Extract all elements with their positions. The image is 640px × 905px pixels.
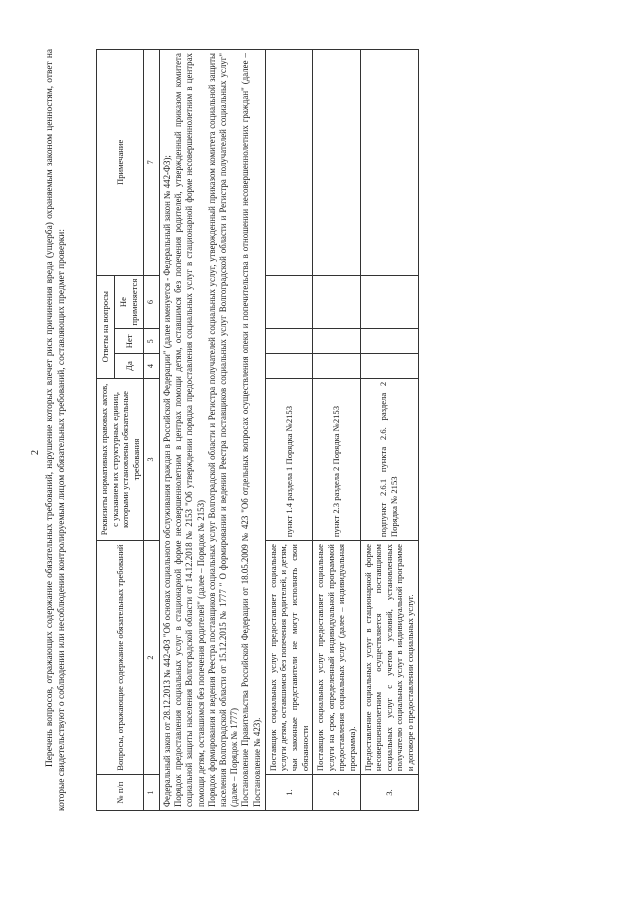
note-cell[interactable] <box>360 50 418 276</box>
col-number: 6 <box>144 275 160 329</box>
header-yes: Да <box>114 354 144 379</box>
header-no: Нет <box>114 329 144 354</box>
norms-row <box>159 50 265 811</box>
header-requisites: Реквизиты нормативных правовых актов, с указанием их структурных единиц, которыми установлены обязательные требования <box>97 378 144 540</box>
row-num: 2. <box>313 775 360 811</box>
requirements-table <box>96 49 419 811</box>
row-question: Поставщик социальных услуг предоставляет социальные услуги на срок, определенный индивидуальной программой предоставления социальных услуг (далее – индивидуальная программа). <box>313 541 360 775</box>
row-requisites: подпункт 2.6.1 пункта 2.6. раздела 2 Порядка № 2153 <box>360 378 418 540</box>
norms-cell <box>159 50 265 811</box>
answer-na-cell[interactable] <box>313 275 360 329</box>
header-row-1 <box>97 50 115 811</box>
column-number-row <box>144 50 160 811</box>
row-requisites: пункт 2.3 раздела 2 Порядка №2153 <box>313 378 360 540</box>
note-cell[interactable] <box>313 50 360 276</box>
row-requisites: пункт 1.4 раздела 1 Порядка №2153 <box>265 378 312 540</box>
table-row <box>360 50 418 811</box>
table-row <box>313 50 360 811</box>
header-note: Примечание <box>97 50 144 276</box>
row-num: 3. <box>360 775 418 811</box>
page-number: 2 <box>30 450 41 455</box>
answer-yes-cell[interactable] <box>265 354 312 379</box>
col-number: 2 <box>144 541 160 775</box>
note-cell[interactable] <box>265 50 312 276</box>
row-num: 1. <box>265 775 312 811</box>
col-number: 7 <box>144 50 160 276</box>
norm-paragraph: Порядок формирования и ведения Реестра поставщиков социальных услуг Волгоградской области и Регистра получателей социальных услуг, утвержденный приказом комитета социальной защиты населения Волгоградской области от 15.12.2015 № 1777 " О формировании и ведении Реестра поставщиков социальных услуг Волгоградской области и Регистра получателей социальных услуг" (далее – Порядок № 1777) <box>206 53 240 807</box>
intro-paragraph: Перечень вопросов, отражающих содержание обязательных требований, нарушение которых влечет риск причинения вреда (ущерба) охраняемым законом ценностям, ответ на которые свидетельствуют о соблюдении или несоблюдении контролируемым лицом обязательных требований, составляющих предмет проверки: <box>45 49 68 811</box>
answer-yes-cell[interactable] <box>360 354 418 379</box>
row-question: Предоставление социальных услуг в стационарной форме несовершеннолетним осуществляется поставщиком социальных услуг с учетом условий, установленных получателю социальных услуг в индивидуальной программе и договоре о предоставлении социальных услуг. <box>360 541 418 775</box>
header-na: Не применяется <box>114 275 144 329</box>
col-number: 5 <box>144 329 160 354</box>
table-row <box>265 50 312 811</box>
col-number: 3 <box>144 378 160 540</box>
answer-no-cell[interactable] <box>313 329 360 354</box>
col-number: 4 <box>144 354 160 379</box>
answer-na-cell[interactable] <box>265 275 312 329</box>
answer-no-cell[interactable] <box>265 329 312 354</box>
header-num: № п/п <box>97 775 144 811</box>
norm-paragraph: Федеральный закон от 28.12.2013 № 442-ФЗ "Об основах социального обслуживания граждан в Российской Федерации" (далее именуется - Федеральный закон № 442-ФЗ); <box>161 155 172 807</box>
col-number: 1 <box>144 775 160 811</box>
answer-no-cell[interactable] <box>360 329 418 354</box>
header-question: Вопросы, отражающие содержание обязательных требований <box>97 541 144 775</box>
header-answers: Ответы на вопросы <box>97 275 115 378</box>
answer-yes-cell[interactable] <box>313 354 360 379</box>
row-question: Поставщик социальных услуг предоставляет социальные услуги детям, оставшимся без попечения родителей, и детям, чьи законные представители не могут исполнять свои обязанности <box>265 541 312 775</box>
norm-paragraph: Постановление Правительства Российской Федерации от 18.05.2009 № 423 "Об отдельных вопросах осуществления опеки и попечительства в отношении несовершеннолетних граждан" (далее – Постановление № 423). <box>240 53 262 807</box>
answer-na-cell[interactable] <box>360 275 418 329</box>
norm-paragraph: Порядок предоставления социальных услуг в стационарной форме несовершеннолетним в центрах помощи детям, оставшимся без попечения родителей, утвержденный приказом комитета социальной защиты населения Волгоградской области от 14.12.2018 № 2153 "Об утверждении порядка предоставления социальных услуг в стационарной форме несовершеннолетним в центрах помощи детям, оставшимся без попечения родителей" (далее – Порядок № 2153) <box>173 53 206 807</box>
